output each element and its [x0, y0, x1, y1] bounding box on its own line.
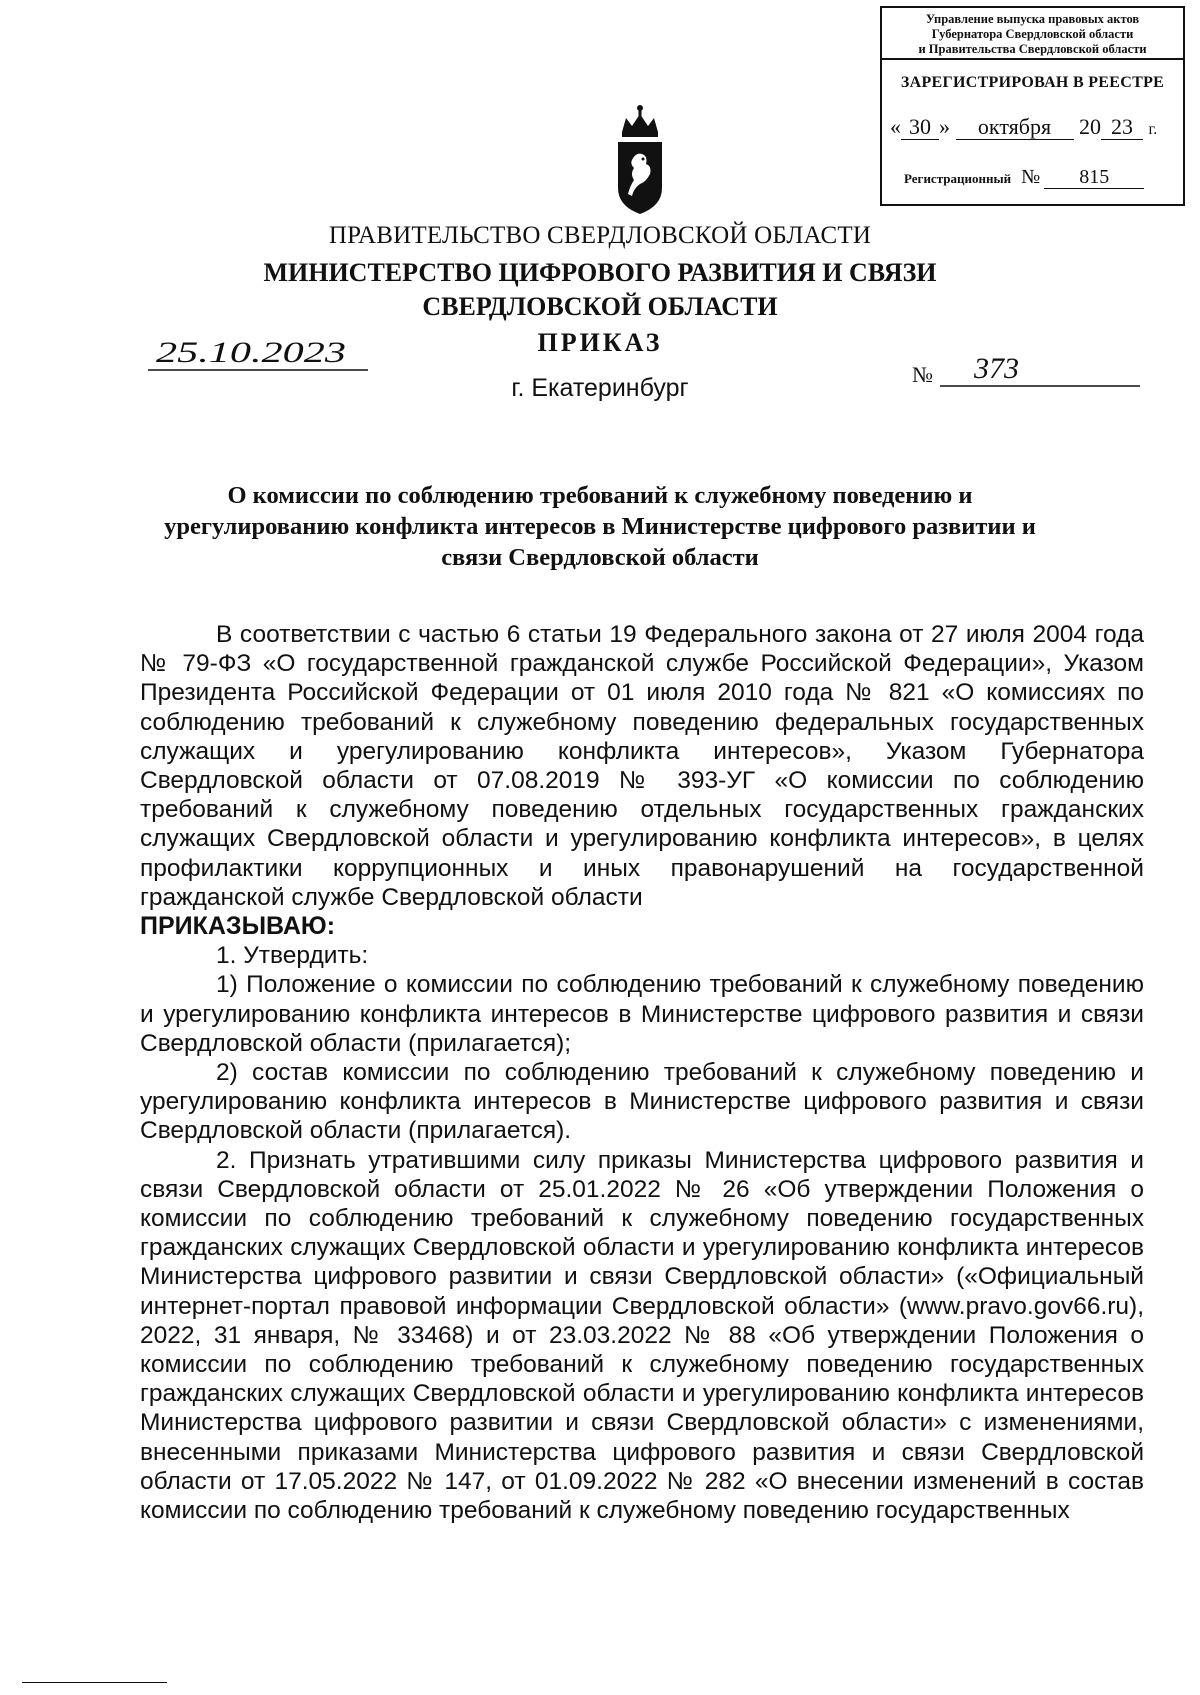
document-city: г. Екатеринбург	[511, 374, 689, 402]
stamp-registered-label: ЗАРЕГИСТРИРОВАН В РЕЕСТРЕ	[900, 74, 1165, 91]
item-1: 1. Утвердить:	[216, 942, 369, 970]
stamp-reg-number: 815	[1044, 166, 1144, 189]
stamp-registration-number	[904, 166, 1144, 189]
item-1-1: 1) Положение о комиссии по соблюдению требований к служебному поведению и урегулированию конфликта интересов в Министерстве цифрового развития и связи Свердловской области (прилагается);	[140, 971, 1144, 1057]
stamp-day: 30	[901, 115, 939, 140]
ministry-title-line2: СВЕРДЛОВСКОЙ ОБЛАСТИ	[422, 292, 778, 321]
stamp-month: октября	[956, 115, 1074, 140]
coat-of-arms-icon	[612, 102, 668, 218]
stamp-year-prefix: 20	[1079, 114, 1101, 139]
handwritten-number-text: 373	[974, 352, 1019, 385]
stamp-year-mark: г.	[1148, 121, 1158, 138]
document-type: ПРИКАЗ	[537, 328, 663, 357]
item-1-2: 2) состав комиссии по соблюдению требований к служебному поведению и урегулированию конфликта интересов в Министерстве цифрового развития и связи Свердловской области (прилагается).	[140, 1059, 1144, 1145]
item-2: 2. Признать утратившими силу приказы Министерства цифрового развития и связи Свердловской области от 25.01.2022 № 26 «Об утверждении Положения о комиссии по соблюдению требований к служебному поведению государственных гражданских служащих Свердловской области и урегулированию конфликта интересов Министерства цифрового развитии и связи Свердловской области» («Официальный интернет-портал правовой информации Свердловской области» (www.pravo.gov66.ru), 2022, 31 января, № 33468) и от 23.03.2022 № 88 «Об утверждении Положения о комиссии по соблюдению требований к служебному поведению государственных гражданских служащих Свердловской области и урегулированию конфликта интересов Министерства цифрового развитии и связи Свердловской области» с изменениями, внесенными приказами Министерства цифрового развития и связи Свердловской области от 17.05.2022 № 147, от 01.09.2022 № 282 «О внесении изменений в состав комиссии по соблюдению требований к служебному поведению государственных	[140, 1146, 1144, 1525]
stamp-quote-close: »	[939, 114, 950, 139]
order-word: ПРИКАЗЫВАЮ:	[140, 912, 336, 941]
stamp-quote-open: «	[890, 114, 901, 139]
stamp-reg-label: Регистрационный	[904, 171, 1012, 186]
stamp-header-line: Управление выпуска правовых актов	[925, 12, 1140, 26]
order-number-label: №	[912, 362, 933, 387]
stamp-header-line: и Правительства Свердловской области	[918, 42, 1147, 56]
stamp-number-sign: №	[1021, 166, 1041, 188]
handwritten-date-text: 25.10.2023	[156, 336, 346, 369]
footnote-divider	[22, 1682, 167, 1683]
registration-stamp	[880, 6, 1185, 206]
stamp-header	[882, 8, 1183, 60]
handwritten-number	[940, 350, 1140, 390]
stamp-header-line: Губернатора Свердловской области	[931, 27, 1134, 41]
stamp-year-suffix: 23	[1101, 115, 1143, 140]
handwritten-date	[148, 332, 378, 378]
government-title: ПРАВИТЕЛЬСТВО СВЕРДЛОВСКОЙ ОБЛАСТИ	[328, 222, 872, 249]
preamble-paragraph: В соответствии с частью 6 статьи 19 Федерального закона от 27 июля 2004 года № 79-ФЗ «О государственной гражданской службе Российской Федерации», Указом Президента Российской Федерации от 01 июля 2010 года № 821 «О комиссиях по соблюдению требований к служебному поведению федеральных государственных служащих и урегулированию конфликта интересов», Указом Губернатора Свердловской области от 07.08.2019 № 393-УГ «О комиссии по соблюдению требований к служебному поведению отдельных государственных гражданских служащих Свердловской области и урегулированию конфликта интересов», в целях профилактики коррупционных и иных правонарушений на государственной гражданской службе Свердловской области	[140, 621, 1144, 911]
document-subject-title: О комиссии по соблюдению требований к служебному поведению и урегулированию конфликта интересов в Министерстве цифрового развитии и связи Свердловской области	[164, 482, 1036, 571]
document-body	[140, 620, 1144, 1525]
stamp-date	[890, 114, 1157, 140]
ministry-title-line1: МИНИСТЕРСТВО ЦИФРОВОГО РАЗВИТИЯ И СВЯЗИ	[263, 258, 937, 287]
